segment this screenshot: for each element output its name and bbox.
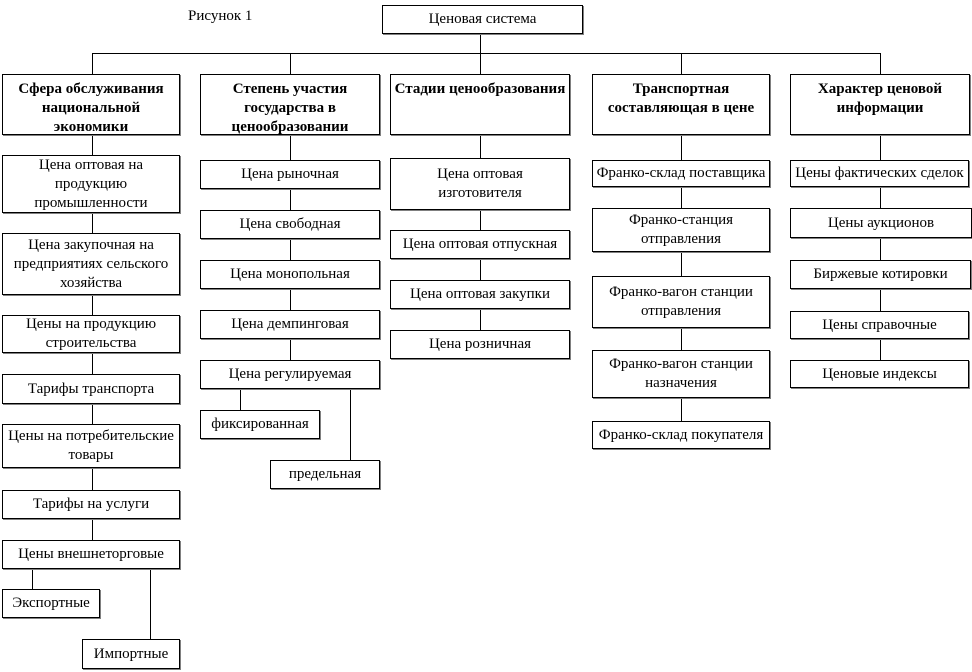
node-franco-departure-station: Франко-станция отправления [592,208,770,252]
header-transport-component: Транспортная составляющая в цене [592,74,770,135]
node-manufacturer-wholesale-price: Цена оптовая изготовителя [390,158,570,210]
node-free-price: Цена свободная [200,210,380,239]
node-dumping-price: Цена демпинговая [200,310,380,339]
node-regulated-price: Цена регулируемая [200,360,380,389]
node-purchase-agriculture-price: Цена закупочная на предприятиях сельского хозяйства [2,233,180,295]
node-wholesale-industry-price: Цена оптовая на продукцию промышленности [2,155,180,213]
node-transport-tariffs: Тарифы транспорта [2,374,180,404]
node-foreign-trade-prices: Цены внешнеторговые [2,540,180,569]
node-actual-deal-prices: Цены фактических сделок [790,160,969,187]
node-wholesale-release-price: Цена оптовая отпускная [390,230,570,259]
node-monopoly-price: Цена монопольная [200,260,380,289]
node-retail-price: Цена розничная [390,330,570,359]
node-market-price: Цена рыночная [200,160,380,189]
node-franco-wagon-departure: Франко-вагон станции отправления [592,276,770,328]
node-price-system-root: Ценовая система [382,5,583,34]
node-exchange-quotes: Биржевые котировки [790,260,971,289]
node-franco-buyer-warehouse: Франко-склад покупателя [592,421,770,449]
node-consumer-goods-prices: Цены на потребительские товары [2,424,180,468]
node-construction-prices: Цены на продукцию строительства [2,315,180,353]
node-wholesale-purchase-price: Цена оптовая закупки [390,280,570,309]
node-reference-prices: Цены справочные [790,311,969,339]
node-export-prices: Экспортные [2,589,100,618]
node-franco-wagon-destination: Франко-вагон станции назначения [592,350,770,398]
figure-label: Рисунок 1 [188,8,253,24]
node-fixed-price: фиксированная [200,410,320,439]
header-pricing-stages: Стадии ценообразования [390,74,570,135]
header-state-participation: Степень участия государства в ценообразовании [200,74,380,135]
node-franco-supplier-warehouse: Франко-склад поставщика [592,160,770,187]
header-service-sphere: Сфера обслуживания национальной экономики [2,74,180,135]
header-price-info-character: Характер ценовой информации [790,74,970,135]
node-marginal-price: предельная [270,460,380,489]
node-service-tariffs: Тарифы на услуги [2,490,180,519]
node-auction-prices: Цены аукционов [790,208,972,238]
node-import-prices: Импортные [82,639,180,669]
node-price-indexes: Ценовые индексы [790,360,969,388]
